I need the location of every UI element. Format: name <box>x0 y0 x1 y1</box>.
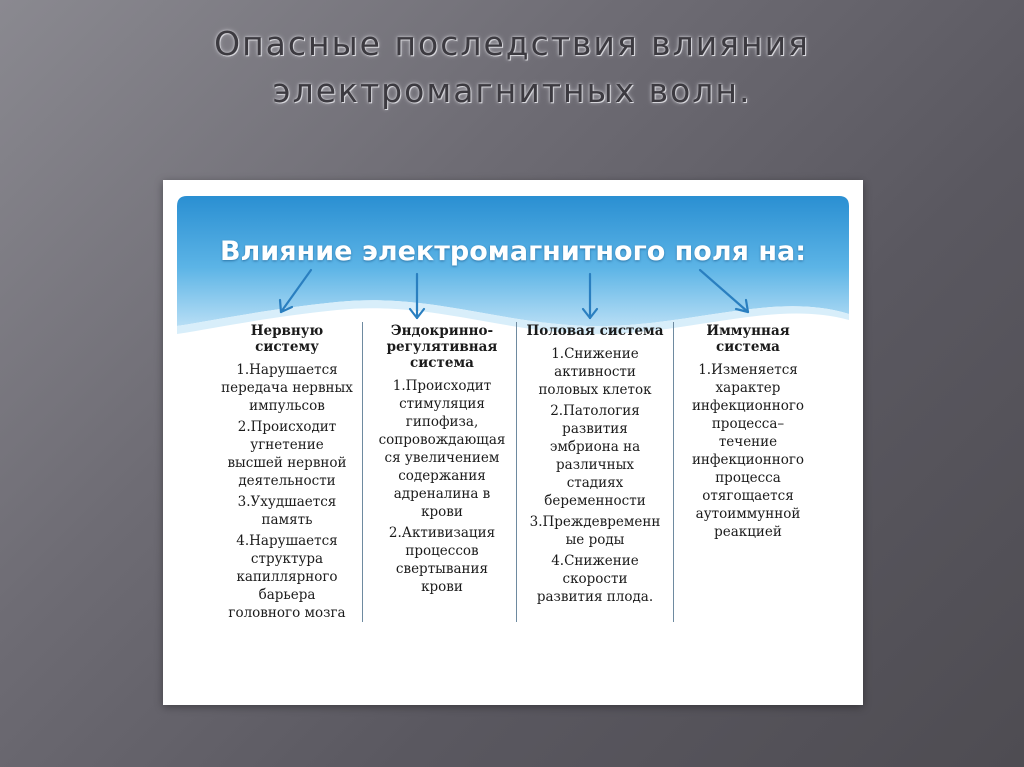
list-item: 1.Нарушается передача нервных импульсов <box>221 362 353 414</box>
list-item: 1.Изменяется характер инфекционного процесса– течение инфекционного процесса отягощается аутоиммунной реакцией <box>691 362 805 540</box>
slide-title-line-2: электромагнитных волн. <box>272 71 752 110</box>
column-endocrine-system <box>363 323 521 599</box>
list-item: 1.Снижение активности половых клеток <box>538 346 652 398</box>
content-panel <box>163 180 863 705</box>
list-item: 4.Снижение скорости развития плода. <box>536 553 654 605</box>
list-item: 2.Активизация процессов свертывания крови <box>388 525 496 595</box>
column-header: Половая система <box>526 323 664 339</box>
slide-title-line-1: Опасные последствия влияния <box>214 24 810 63</box>
arrow-icon <box>700 270 748 312</box>
banner-heading: Влияние электромагнитного поля на: <box>219 236 807 267</box>
list-item: 2.Происходит угнетение высшей нервной деятельности <box>227 419 347 489</box>
slide-title <box>0 20 1024 114</box>
column-nervous-system <box>207 323 367 625</box>
list-item: 3.Ухудшается память <box>237 494 337 528</box>
column-header: Нервную систему <box>250 323 324 355</box>
column-header: Эндокринно- регулятивная система <box>386 323 498 371</box>
column-reproductive-system <box>516 323 674 609</box>
arrow-group <box>163 180 863 330</box>
list-item: 1.Происходит стимуляция гипофиза, сопровождающая ся увеличением содержания адреналина в крови <box>378 378 506 520</box>
column-immune-system <box>675 323 821 544</box>
arrow-icon <box>281 270 311 312</box>
list-item: 3.Преждевременн ые роды <box>529 514 661 548</box>
column-header: Иммунная система <box>706 323 790 355</box>
list-item: 2.Патология развития эмбриона на различных стадиях беременности <box>544 403 646 509</box>
list-item: 4.Нарушается структура капиллярного барьера головного мозга <box>228 533 346 621</box>
